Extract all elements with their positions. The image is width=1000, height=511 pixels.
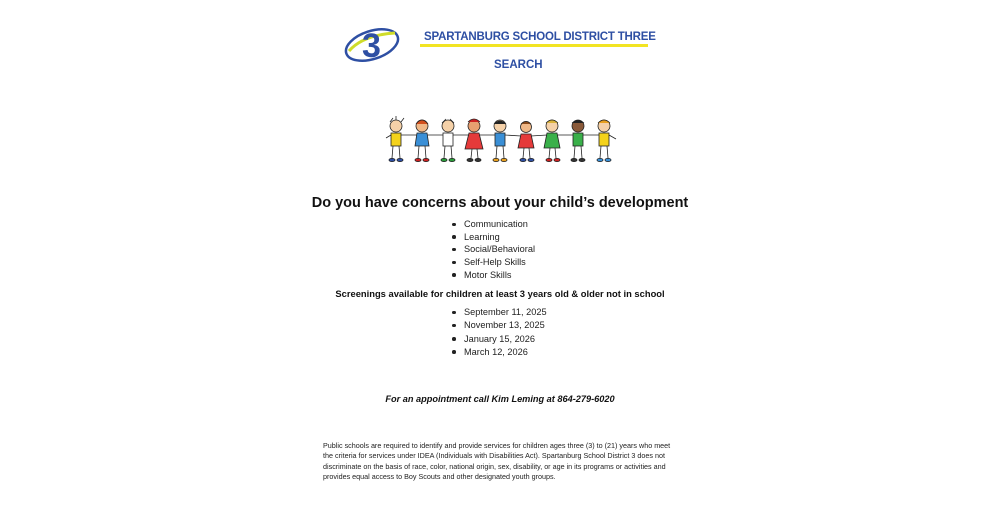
disclaimer-text: Public schools are required to identify and provide services for children ages three (3) to (21) years who meet the criteria for services under IDEA (Individuals with Disabilities Act). Spartanburg School District 3 does not discriminate on the basis of race, color, national origin, sex, disability, or age in its programs or activities and provides equal access to Boy Scouts and other designated youth groups.: [323, 441, 671, 482]
list-item: November 13, 2025: [452, 319, 547, 332]
program-name: SEARCH: [494, 59, 543, 71]
header-divider: [420, 44, 648, 47]
list-item: Communication: [452, 218, 535, 231]
list-item: September 11, 2025: [452, 306, 547, 319]
appointment-info: For an appointment call Kim Leming at 864-279-6020: [385, 394, 615, 404]
district-3-logo: [343, 23, 401, 65]
list-item: March 12, 2026: [452, 346, 547, 359]
svg-text:3: 3: [362, 27, 381, 65]
list-item: January 15, 2026: [452, 333, 547, 346]
children-holding-hands-illustration: [384, 116, 620, 164]
list-item: Social/Behavioral: [452, 243, 535, 256]
list-item: Learning: [452, 231, 535, 244]
screening-dates-list: [452, 306, 547, 359]
list-item: Self-Help Skills: [452, 256, 535, 269]
district-name: SPARTANBURG SCHOOL DISTRICT THREE: [424, 31, 656, 43]
screenings-heading: Screenings available for children at least 3 years old & older not in school: [335, 288, 665, 299]
page-title: Do you have concerns about your child’s development: [311, 195, 689, 211]
concern-list: [452, 218, 535, 282]
list-item: Motor Skills: [452, 269, 535, 282]
